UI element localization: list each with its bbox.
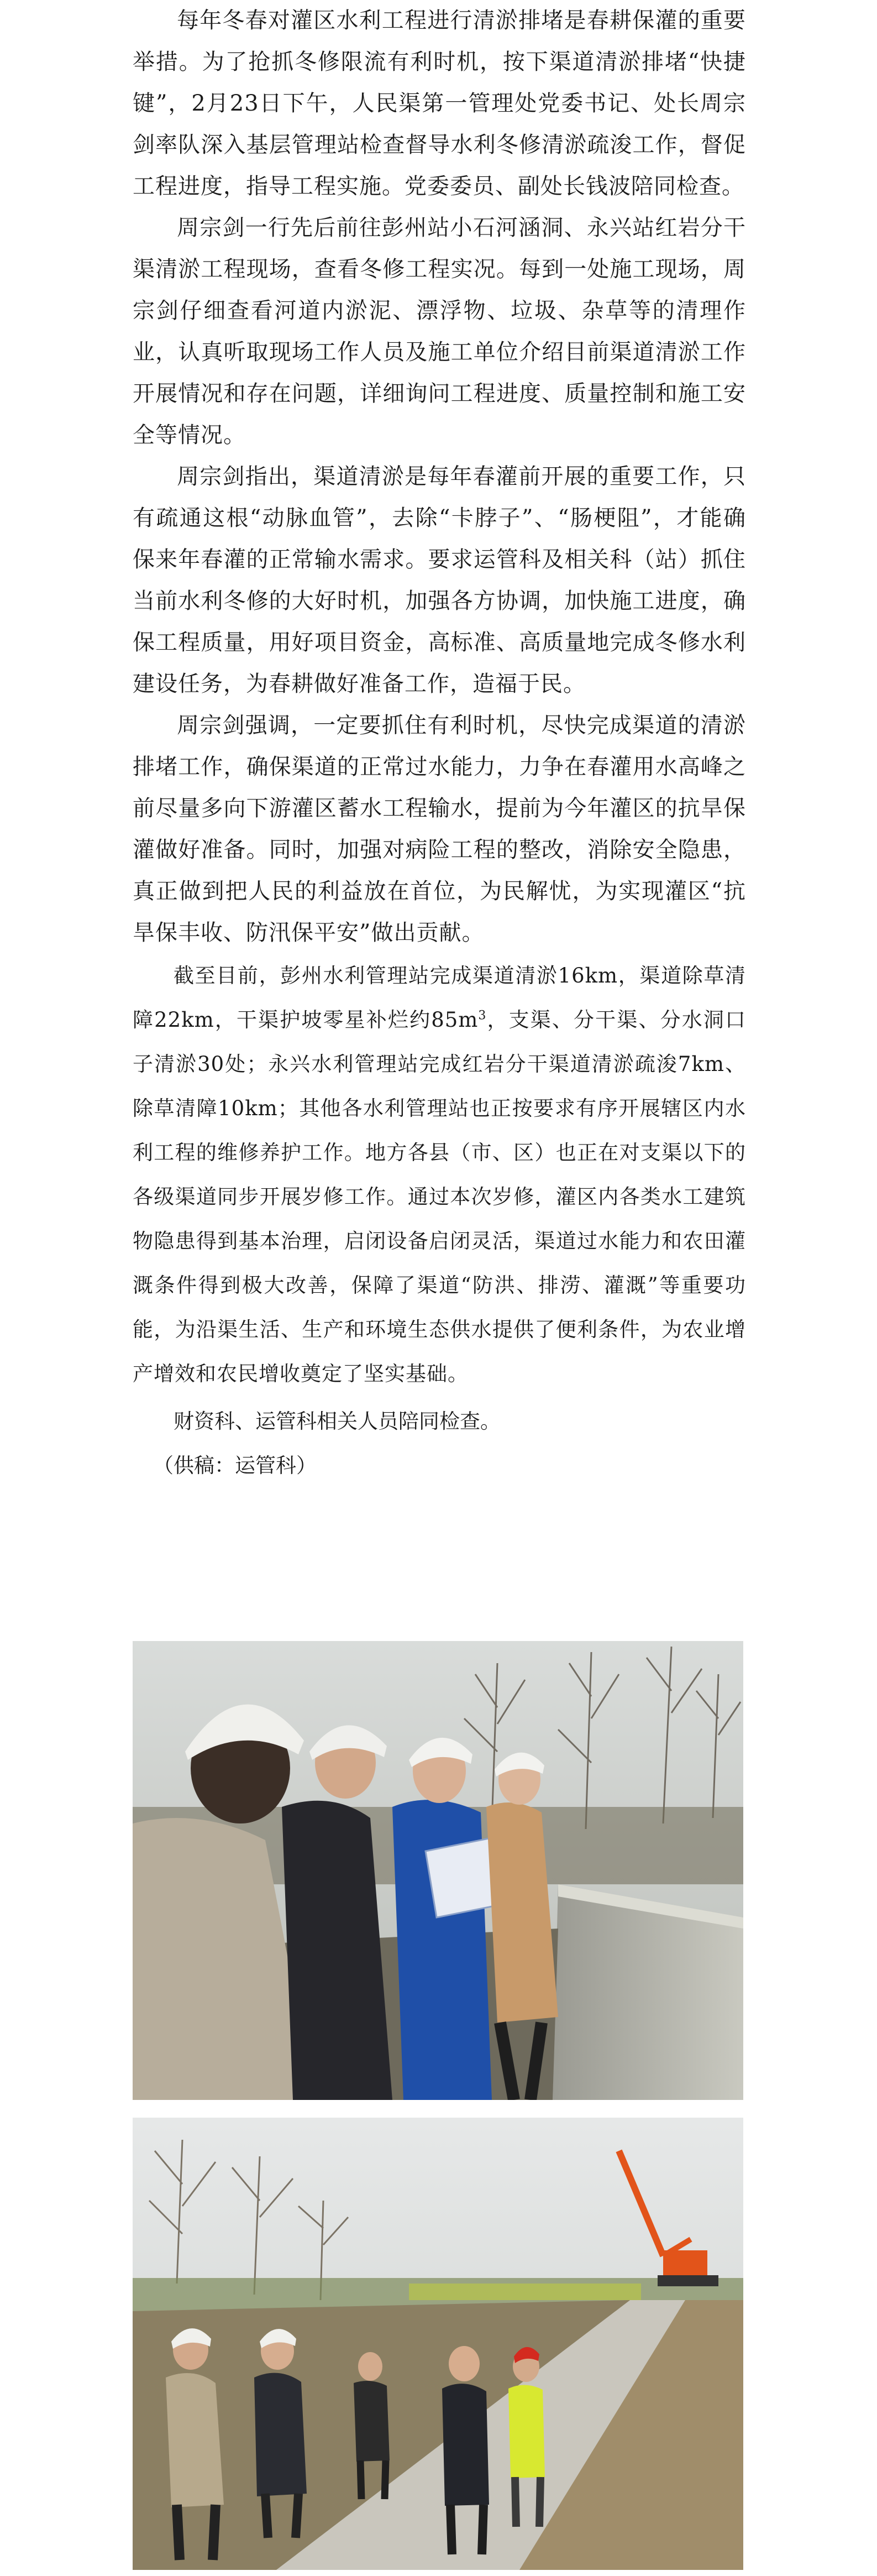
paragraph-emphasis: 周宗剑强调，一定要抓住有利时机，尽快完成渠道的清淤排堵工作，确保渠道的正常过水能力，力争在春灌用水高峰之前尽量多向下游灌区蓄水工程输水，提前为今年灌区的抗旱保灌做好准备。同时，加强对病险工程的整改，消除安全隐患，真正做到把人民的利益放在首位，为民解忧，为实现灌区“抗旱保丰收、防汛保平安”做出贡献。 xyxy=(133,713,746,945)
progress-text-a: 截至目前，彭州水利管理站完成渠道清淤16km，渠道除草清障22km，干渠护坡零星补烂约85m xyxy=(133,964,746,1032)
cubic-superscript: 3 xyxy=(478,1009,487,1023)
photo-inspection-team xyxy=(133,1641,743,2100)
source-credit: （供稿：运管科） xyxy=(153,1454,317,1477)
paragraph-site-visit: 周宗剑一行先后前往彭州站小石河涵洞、永兴站红岩分干渠清淤工程现场，查看冬修工程实况。每到一处施工现场，周宗剑仔细查看河道内淤泥、漂浮物、垃圾、杂草等的清理作业，认真听取现场工作人员及施工单位介绍目前渠道清淤工作开展情况和存在问题，详细询问工程进度、质量控制和施工安全等情况。 xyxy=(133,215,746,448)
paragraph-intro: 每年冬春对灌区水利工程进行清淤排堵是春耕保灌的重要举措。为了抢抓冬修限流有利时机，按下渠道清淤排堵“快捷键”，2月23日下午，人民渠第一管理处党委书记、处长周宗剑率队深入基层管理站检查督导水利冬修清淤疏浚工作，督促工程进度，指导工程实施。党委委员、副处长钱波陪同检查。 xyxy=(133,8,746,199)
paragraph-instructions: 周宗剑指出，渠道清淤是每年春灌前开展的重要工作，只有疏通这根“动脉血管”，去除“卡脖子”、“肠梗阻”，才能确保来年春灌的正常输水需求。要求运管科及相关科（站）抓住当前水利冬修的大好时机，加强各方协调，加快施工进度，确保工程质量，用好项目资金，高标准、高质量地完成冬修水利建设任务，为春耕做好准备工作，造福于民。 xyxy=(133,464,746,697)
article-body xyxy=(133,0,746,1488)
paragraph-progress xyxy=(133,954,746,1396)
attendees-note: 财资科、运管科相关人员陪同检查。 xyxy=(174,1409,501,1433)
photo-channel-site xyxy=(133,2118,743,2570)
progress-text-b: ，支渠、分干渠、分水洞口子清淤30处；永兴水利管理站完成红岩分干渠道清淤疏浚7km、除草清障10km；其他各水利管理站也正按要求有序开展辖区内水利工程的维修养护工作。地方各县（市、区）也正在对支渠以下的各级渠道同步开展岁修工作。通过本次岁修，灌区内各类水工建筑物隐患得到基本治理，启闭设备启闭灵活，渠道过水能力和农田灌溉条件得到极大改善，保障了渠道“防洪、排涝、灌溉”等重要功能，为沿渠生活、生产和环境生态供水提供了便利条件，为农业增产增效和农民增收奠定了坚实基础。 xyxy=(133,1008,746,1386)
